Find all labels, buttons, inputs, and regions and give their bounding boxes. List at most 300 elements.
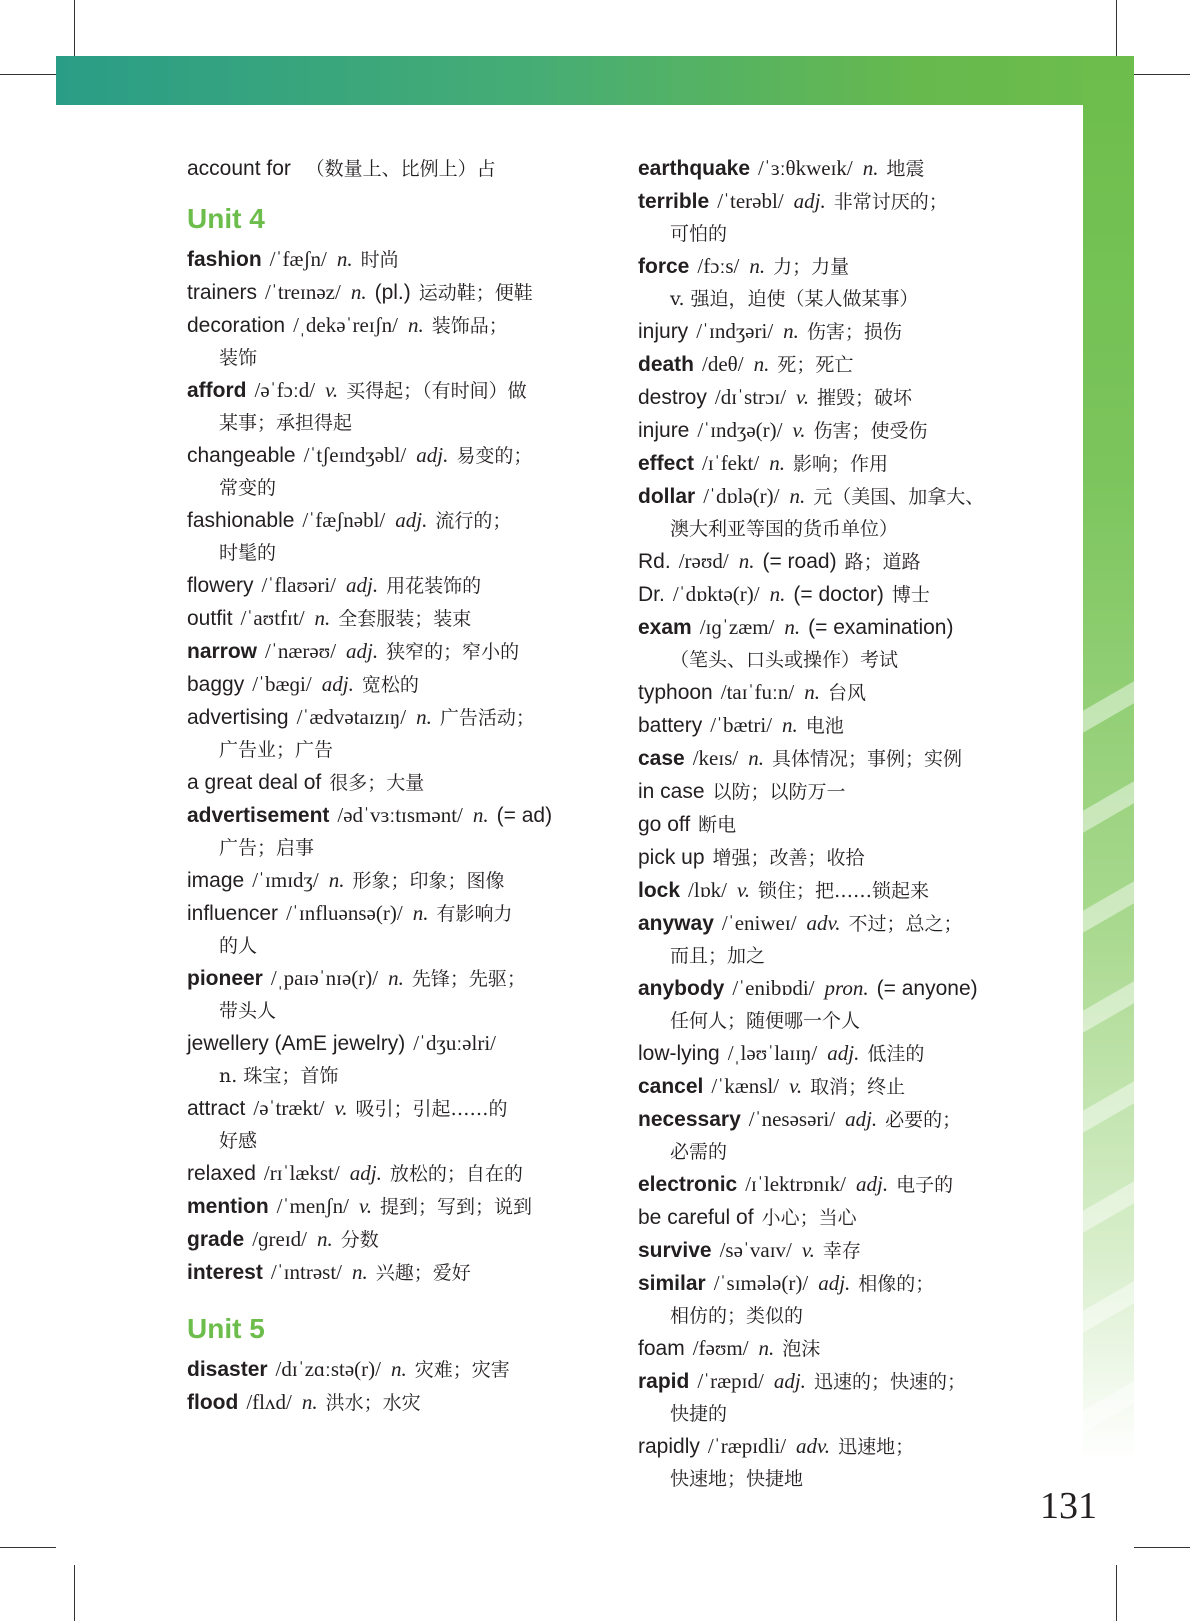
definition-continued: n. 珠宝；首饰: [219, 1065, 339, 1087]
part-of-speech: adv.: [806, 911, 841, 935]
right-edge-strip: [1083, 56, 1134, 1461]
headword: pick up: [638, 846, 705, 869]
phonetic: /ˌləʊˈlaɪɪŋ/: [727, 1041, 818, 1065]
part-of-speech: n.: [782, 713, 798, 737]
unit-5-word-list-continued: [638, 152, 1058, 1495]
phonetic: /ˈɪmɪdʒ/: [252, 868, 319, 892]
phonetic: /dɪˈstrɔɪ/: [714, 385, 787, 409]
phonetic: /flʌd/: [246, 1390, 292, 1414]
part-of-speech: n.: [416, 705, 432, 729]
vocab-entry: [187, 504, 607, 569]
part-of-speech: adj.: [416, 443, 449, 467]
headword: fashion: [187, 248, 262, 271]
vocab-entry: [638, 742, 1058, 775]
part-of-speech: n.: [769, 582, 786, 606]
definition: 用花装饰的: [386, 575, 482, 597]
vocab-entry: [638, 775, 1058, 808]
crop-mark: [1116, 0, 1117, 56]
vocab-entry: [187, 1386, 607, 1419]
vocab-entry: [638, 315, 1058, 348]
vocab-entry-intro: [187, 152, 607, 185]
headword: grade: [187, 1228, 245, 1251]
headword: survive: [638, 1239, 712, 1262]
vocab-entry: [638, 1332, 1058, 1365]
headword: afford: [187, 379, 247, 402]
definition-continued: 的人: [219, 935, 258, 957]
part-of-speech: v.: [792, 418, 806, 442]
phonetic: /ˈɪnfluənsə(r)/: [286, 901, 403, 925]
part-of-speech: adj.: [856, 1172, 889, 1196]
headword: force: [638, 255, 690, 278]
headword: effect: [638, 452, 695, 475]
phonetic: /ˈdʒuːəlri/: [413, 1031, 497, 1055]
headword: typhoon: [638, 681, 713, 704]
headword: dollar: [638, 485, 696, 508]
phonetic: /ˈdɒlə(r)/: [703, 484, 780, 508]
part-of-speech: n.: [783, 319, 799, 343]
vocab-entry: [638, 808, 1058, 841]
part-of-speech: n.: [862, 156, 879, 180]
part-of-speech: n.: [472, 803, 489, 827]
headword: foam: [638, 1337, 685, 1360]
part-of-speech: v.: [801, 1238, 815, 1262]
vocab-entry: [187, 701, 607, 766]
vocab-entry: [638, 1103, 1058, 1168]
part-of-speech: n.: [769, 451, 785, 475]
vocab-entry: [187, 668, 607, 701]
vocab-entry: [638, 348, 1058, 381]
part-of-speech: n.: [748, 746, 764, 770]
part-of-speech: adj.: [395, 508, 428, 532]
headword: advertising: [187, 706, 289, 729]
vocab-entry: [187, 864, 607, 897]
vocab-entry: [187, 1092, 607, 1157]
vocab-entry: [638, 1430, 1058, 1495]
strip-stripe: [1083, 1181, 1134, 1232]
phonetic: /ˈenibɒdi/: [732, 976, 815, 1000]
part-of-speech: pron.: [824, 976, 869, 1000]
definition: 狭窄的；窄小的: [386, 641, 520, 663]
phonetic: /lɒk/: [688, 878, 728, 902]
vocab-entry: [187, 1190, 607, 1223]
headword: lock: [638, 879, 681, 902]
part-of-speech: v.: [796, 385, 810, 409]
definition: 分数: [340, 1229, 379, 1251]
headword: earthquake: [638, 157, 751, 180]
headword: anyway: [638, 912, 714, 935]
definition-continued: v. 强迫，迫使（某人做某事）: [670, 288, 919, 310]
phonetic: /əˈtrækt/: [253, 1096, 325, 1120]
definition: （数量上、比例上）占: [305, 158, 496, 180]
vocab-entry: [638, 381, 1058, 414]
vocab-entry: [187, 602, 607, 635]
definition: 洪水；水灾: [325, 1392, 421, 1414]
phonetic: /ˈɪndʒəri/: [696, 319, 774, 343]
phonetic: /ɪɡˈzæm/: [699, 615, 775, 639]
vocab-entry: [638, 841, 1058, 874]
phonetic: /ˌdekəˈreɪʃn/: [293, 313, 399, 337]
definition: 相像的；: [858, 1273, 935, 1295]
definition: 伤害；损伤: [806, 321, 902, 343]
crop-mark: [74, 0, 75, 56]
definition: 迅速地；: [838, 1436, 915, 1458]
phonetic: /ˈædvətaɪzɪŋ/: [296, 705, 407, 729]
phonetic: /ˈræpɪd/: [697, 1369, 764, 1393]
usage-note: (= road): [762, 550, 837, 573]
unit-4-word-list: [187, 243, 607, 1289]
headword: baggy: [187, 673, 245, 696]
definition-continued: 常变的: [219, 477, 277, 499]
headword: destroy: [638, 386, 707, 409]
part-of-speech: n.: [804, 680, 820, 704]
phonetic: /deθ/: [702, 352, 744, 376]
crop-mark: [0, 1547, 56, 1548]
definition-continued: 某事；承担得起: [219, 412, 353, 434]
headword: advertisement: [187, 804, 330, 827]
headword: Dr.: [638, 583, 665, 606]
part-of-speech: n.: [391, 1357, 407, 1381]
headword: death: [638, 353, 695, 376]
vocab-entry: [638, 447, 1058, 480]
strip-stripe: [1083, 981, 1134, 1032]
part-of-speech: n.: [784, 615, 801, 639]
part-of-speech: n.: [753, 352, 770, 376]
definition-continued: 广告业；广告: [219, 739, 334, 761]
definition: 取消；终止: [810, 1076, 906, 1098]
phonetic: /dɪˈzɑːstə(r)/: [275, 1357, 381, 1381]
definition: 时尚: [360, 249, 399, 271]
definition-continued: 带头人: [219, 1000, 277, 1022]
vocab-entry: [638, 545, 1058, 578]
headword: low-lying: [638, 1042, 720, 1065]
strip-stripe: [1083, 1381, 1134, 1432]
header-band: [56, 56, 1134, 105]
definition: 装饰品；: [431, 315, 508, 337]
phonetic: /ˈdɒktə(r)/: [672, 582, 760, 606]
vocab-entry: [638, 414, 1058, 447]
part-of-speech: n.: [352, 1260, 368, 1284]
strip-stripe: [1083, 1081, 1134, 1132]
headword: interest: [187, 1261, 263, 1284]
phonetic: /ˈɪntrəst/: [270, 1260, 343, 1284]
definition: 全套服装；装束: [338, 608, 472, 630]
part-of-speech: adj.: [346, 639, 379, 663]
phonetic: /ˈaʊtfɪt/: [240, 606, 305, 630]
part-of-speech: adj.: [349, 1161, 382, 1185]
definition: 幸存: [822, 1240, 861, 1262]
headword: pioneer: [187, 967, 263, 990]
definition-continued: 好感: [219, 1130, 258, 1152]
vocab-entry: [187, 766, 607, 799]
part-of-speech: adv.: [796, 1434, 831, 1458]
definition: 广告活动；: [439, 707, 535, 729]
headword: flowery: [187, 574, 254, 597]
headword: be careful of: [638, 1206, 754, 1229]
headword: decoration: [187, 314, 286, 337]
strip-stripe: [1083, 681, 1134, 732]
crop-mark: [74, 1565, 75, 1621]
headword: flood: [187, 1391, 239, 1414]
definition: 不过；总之；: [848, 913, 963, 935]
part-of-speech: adj.: [827, 1041, 860, 1065]
vocab-entry: [638, 480, 1058, 545]
phonetic: /səˈvaɪv/: [719, 1238, 792, 1262]
part-of-speech: v.: [789, 1074, 803, 1098]
strip-stripe: [1083, 881, 1134, 932]
vocab-entry: [638, 1168, 1058, 1201]
phonetic: /ˈnesəsəri/: [748, 1107, 836, 1131]
phonetic: /ˌpaɪəˈnɪə(r)/: [270, 966, 379, 990]
headword: rapidly: [638, 1435, 700, 1458]
phonetic: /ˈtreɪnəz/: [265, 280, 341, 304]
part-of-speech: v.: [737, 878, 751, 902]
definition: 很多；大量: [329, 772, 425, 794]
definition: 买得起；（有时间）做: [346, 380, 527, 402]
vocab-entry: [187, 635, 607, 668]
headword: anybody: [638, 977, 725, 1000]
definition: 影响；作用: [792, 453, 888, 475]
vocab-entry: [638, 1365, 1058, 1430]
part-of-speech: n.: [789, 484, 806, 508]
part-of-speech: n.: [408, 313, 424, 337]
phonetic: /ˈbæɡi/: [252, 672, 312, 696]
part-of-speech: adj.: [346, 573, 379, 597]
part-of-speech: n.: [758, 1336, 775, 1360]
definition: 宽松的: [361, 674, 419, 696]
definition: 电池: [805, 715, 844, 737]
definition: 放松的；自在的: [389, 1163, 523, 1185]
definition: 有影响力: [436, 903, 513, 925]
part-of-speech: n.: [301, 1390, 318, 1414]
vocab-entry: [638, 1037, 1058, 1070]
definition-continued: 而且；加之: [670, 945, 766, 967]
phonetic: /ˈfæʃn/: [269, 247, 327, 271]
headword: terrible: [638, 190, 710, 213]
part-of-speech: n.: [738, 549, 755, 573]
strip-stripe: [1083, 1281, 1134, 1332]
headword: changeable: [187, 444, 296, 467]
vocab-entry: [187, 1223, 607, 1256]
vocab-entry: [638, 152, 1058, 185]
headword: go off: [638, 813, 691, 836]
vocab-entry: [638, 1070, 1058, 1103]
definition: 元（美国、加拿大、: [813, 486, 985, 508]
definition-continued: 广告；启事: [219, 837, 315, 859]
page-number: 131: [1040, 1485, 1097, 1527]
part-of-speech: adj.: [845, 1107, 878, 1131]
headword: electronic: [638, 1173, 738, 1196]
definition: 电子的: [896, 1174, 954, 1196]
definition: 伤害；使受伤: [813, 420, 928, 442]
vocab-entry: [187, 1353, 607, 1386]
definition: 力；力量: [773, 256, 850, 278]
vocab-entry: [187, 1256, 607, 1289]
definition-continued: 任何人；随便哪一个人: [670, 1010, 861, 1032]
vocab-entry: [187, 1157, 607, 1190]
headword: exam: [638, 616, 692, 639]
vocab-entry: [638, 185, 1058, 250]
part-of-speech: adj.: [773, 1369, 806, 1393]
phonetic: /ɪˈlektrɒnɪk/: [745, 1172, 847, 1196]
vocab-entry: [638, 578, 1058, 611]
headword: attract: [187, 1097, 246, 1120]
part-of-speech: n.: [314, 606, 331, 630]
phonetic: /ˈtʃeɪndʒəbl/: [303, 443, 407, 467]
crop-mark: [1134, 1547, 1190, 1548]
definition: 具体情况；事例；实例: [771, 748, 962, 770]
definition: 以防；以防万一: [712, 781, 846, 803]
headword: cancel: [638, 1075, 704, 1098]
vocab-entry: [638, 709, 1058, 742]
definition-continued: 快捷的: [670, 1403, 728, 1425]
part-of-speech: adj.: [793, 189, 826, 213]
phonetic: /ɡreɪd/: [252, 1227, 308, 1251]
usage-note: (= examination): [808, 616, 954, 639]
vocab-entry: [638, 972, 1058, 1037]
phonetic: /ˈflaʊəri/: [261, 573, 337, 597]
headword: image: [187, 869, 245, 892]
definition-continued: 可怕的: [670, 223, 728, 245]
vocab-entry: [187, 1027, 607, 1092]
crop-mark: [1134, 74, 1190, 75]
part-of-speech: n.: [749, 254, 766, 278]
definition: 必要的；: [885, 1109, 962, 1131]
usage-note: (= ad): [496, 804, 553, 827]
part-of-speech: v.: [334, 1096, 348, 1120]
vocab-entry: [187, 569, 607, 602]
headword: battery: [638, 714, 703, 737]
phonetic: /rɪˈlækst/: [263, 1161, 340, 1185]
phonetic: /ˈkænsl/: [711, 1074, 780, 1098]
phonetic: /ˈfæʃnəbl/: [302, 508, 386, 532]
definition: 断电: [698, 814, 737, 836]
definition: 增强；改善；收拾: [712, 847, 865, 869]
definition-continued: 相仿的；类似的: [670, 1305, 804, 1327]
part-of-speech: n.: [388, 966, 404, 990]
vocab-entry: [638, 1234, 1058, 1267]
phonetic: /ˈbætri/: [710, 713, 773, 737]
part-of-speech: n.: [328, 868, 345, 892]
headword: trainers: [187, 281, 258, 304]
definition-continued: （笔头、口头或操作）考试: [670, 649, 899, 671]
definition: 提到；写到；说到: [380, 1196, 533, 1218]
definition: 低洼的: [867, 1043, 925, 1065]
vocab-entry: [187, 243, 607, 276]
part-of-speech: n.: [412, 901, 429, 925]
definition: 迅速的；快速的；: [813, 1371, 966, 1393]
vocab-entry: [187, 309, 607, 374]
headword: injure: [638, 419, 690, 442]
part-of-speech: n.: [350, 280, 367, 304]
headword: influencer: [187, 902, 279, 925]
definition: 地震: [886, 158, 925, 180]
definition: 形象；印象；图像: [352, 870, 505, 892]
phonetic: /fɔːs/: [697, 254, 740, 278]
phonetic: /rəʊd/: [678, 549, 729, 573]
phonetic: /fəʊm/: [692, 1336, 749, 1360]
unit-heading-5: Unit 5: [187, 1313, 265, 1344]
definition: 路；道路: [844, 551, 921, 573]
part-of-speech: v.: [358, 1194, 372, 1218]
definition: 先锋；先驱；: [411, 968, 526, 990]
headword: fashionable: [187, 509, 295, 532]
strip-stripe: [1083, 781, 1134, 832]
phonetic: /ˈmenʃn/: [276, 1194, 349, 1218]
headword: Rd.: [638, 550, 671, 573]
definition: 易变的；: [456, 445, 533, 467]
headword: mention: [187, 1195, 269, 1218]
phonetic: /ˈɪndʒə(r)/: [697, 418, 783, 442]
definition: 摧毁；破坏: [817, 387, 913, 409]
headword: similar: [638, 1272, 706, 1295]
vocab-entry: [638, 874, 1058, 907]
definition: 台风: [827, 682, 866, 704]
headword: a great deal of: [187, 771, 322, 794]
vocab-entry: [638, 1267, 1058, 1332]
vocab-entry: [638, 907, 1058, 972]
phonetic: /ˈsɪmələ(r)/: [713, 1271, 809, 1295]
headword: rapid: [638, 1370, 690, 1393]
part-of-speech: adj.: [321, 672, 354, 696]
headword: outfit: [187, 607, 233, 630]
vocab-entry: [187, 799, 607, 864]
crop-mark: [0, 74, 56, 75]
phonetic: /ˈræpɪdli/: [707, 1434, 787, 1458]
phonetic: /ˈɜːθkweɪk/: [758, 156, 853, 180]
headword: in case: [638, 780, 705, 803]
definition: 博士: [891, 584, 930, 606]
vocab-entry: [638, 611, 1058, 676]
part-of-speech: n.: [317, 1227, 333, 1251]
vocab-entry: [187, 276, 607, 309]
vocab-entry: [187, 374, 607, 439]
definition: 死；死亡: [777, 354, 854, 376]
definition-continued: 装饰: [219, 347, 258, 369]
headword: jewellery (AmE jewelry): [187, 1032, 406, 1055]
definition-continued: 必需的: [670, 1141, 728, 1163]
definition-continued: 快速地；快捷地: [670, 1468, 804, 1490]
phonetic: /ədˈvɜːtɪsmənt/: [337, 803, 463, 827]
phonetic: /əˈfɔːd/: [254, 378, 316, 402]
headword: injury: [638, 320, 689, 343]
vocab-entry: [638, 676, 1058, 709]
headword: relaxed: [187, 1162, 256, 1185]
definition-continued: 澳大利亚等国的货币单位）: [670, 518, 899, 540]
unit-heading-4: Unit 4: [187, 203, 265, 234]
definition: 锁住；把……锁起来: [758, 880, 930, 902]
phonetic: /ˈeniweɪ/: [721, 911, 797, 935]
definition: 非常讨厌的；: [833, 191, 948, 213]
definition: 灾难；灾害: [414, 1359, 510, 1381]
headword: disaster: [187, 1358, 268, 1381]
vocab-entry: [187, 962, 607, 1027]
usage-note: (pl.): [374, 281, 411, 304]
headword: account for: [187, 157, 291, 180]
unit-5-word-list: [187, 1353, 607, 1419]
phonetic: /keɪs/: [692, 746, 739, 770]
headword: necessary: [638, 1108, 741, 1131]
crop-mark: [1116, 1565, 1117, 1621]
part-of-speech: adj.: [818, 1271, 851, 1295]
usage-note: (= doctor): [793, 583, 884, 606]
vocab-entry: [187, 439, 607, 504]
part-of-speech: n.: [336, 247, 353, 271]
vocab-entry: [638, 250, 1058, 315]
definition-continued: 时髦的: [219, 542, 277, 564]
phonetic: /ɪˈfekt/: [702, 451, 760, 475]
definition: 兴趣；爱好: [375, 1262, 471, 1284]
definition: 小心；当心: [761, 1207, 857, 1229]
